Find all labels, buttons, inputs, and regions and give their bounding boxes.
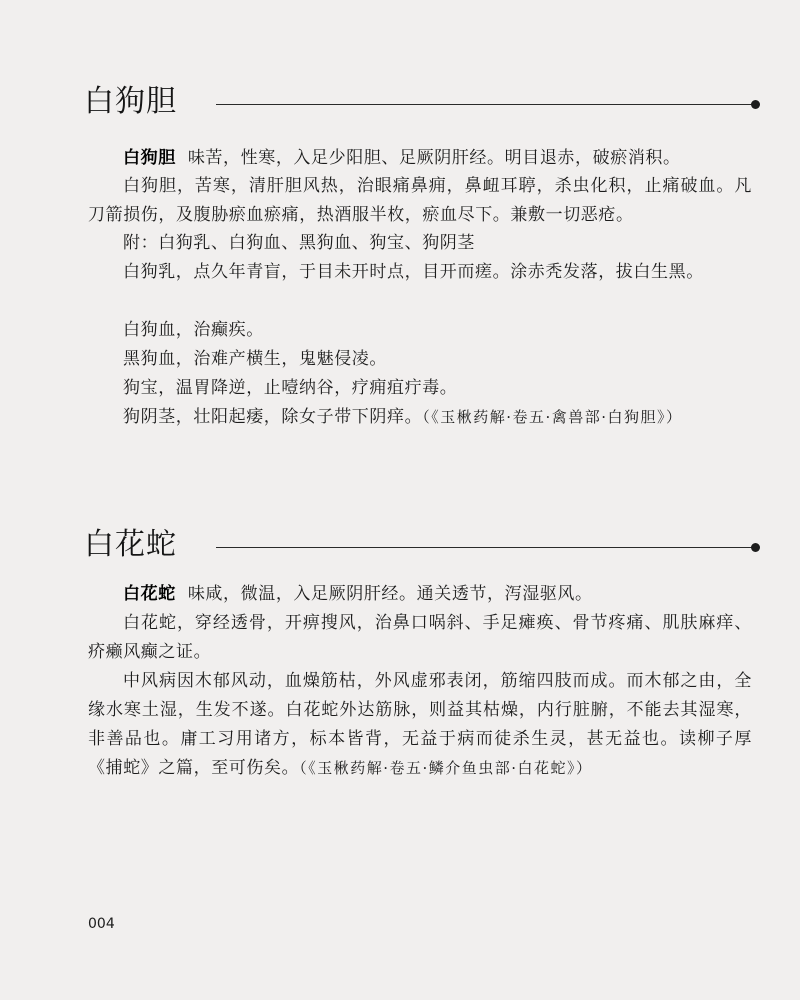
heading-rule: [216, 547, 752, 548]
citation: （《玉楸药解·卷五·鳞介鱼虫部·白花蛇》）: [299, 759, 593, 777]
paragraph-appendix: 附：白狗乳、白狗血、黑狗血、狗宝、狗阴茎: [123, 233, 475, 253]
entry-term: 白狗胆: [123, 148, 176, 168]
section-title: 白花蛇: [84, 527, 177, 562]
heading-dot: [751, 543, 760, 552]
paragraph-text: 狗阴茎，壮阳起痿，除女子带下阴痒。: [123, 407, 423, 427]
paragraph: 白狗胆，苦寒，清肝胆风热，治眼痛鼻痈，鼻衄耳聤，杀虫化积，止痛破血。凡刀箭损伤，及腹胁瘀血瘀痛，热酒服半枚，瘀血尽下。兼敷一切恶疮。: [88, 176, 752, 225]
paragraph: 黑狗血，治难产横生，鬼魅侵凌。: [123, 349, 387, 369]
entry-summary: 味咸，微温，入足厥阴肝经。通关透节，泻湿驱风。: [187, 584, 593, 604]
entry-summary: 味苦，性寒，入足少阳胆、足厥阴肝经。明目退赤，破瘀消积。: [187, 148, 681, 168]
paragraph: 白花蛇，穿经透骨，开痹搜风，治鼻口㖞斜、手足瘫痪、骨节疼痛、肌肤麻痒、疥癞风癫之证。: [88, 613, 752, 662]
entry-term: 白花蛇: [123, 584, 176, 604]
paragraph: 白狗乳，点久年青盲，于目未开时点，目开而瘥。涂赤秃发落，拔白生黑。: [123, 262, 704, 282]
page-number: 004: [88, 916, 115, 932]
paragraph-summary: [88, 580, 752, 609]
heading-dot: [751, 100, 760, 109]
paragraph-summary: [88, 144, 752, 173]
section-title: 白狗胆: [84, 84, 177, 119]
citation: （《玉楸药解·卷五·禽兽部·白狗胆》）: [422, 408, 683, 426]
paragraph-with-citation: [88, 667, 752, 783]
section-heading-bai-gou-dan: [84, 82, 760, 122]
paragraph: 白狗血，治癫疾。: [123, 320, 264, 340]
heading-rule: [216, 104, 752, 105]
paragraph: 狗宝，温胃降逆，止噎纳谷，疗痈疽疔毒。: [123, 378, 458, 398]
paragraph-text: 中风病因木郁风动，血燥筋枯，外风虚邪表闭，筋缩四肢而成。而木郁之由，全缘水寒土湿，生发不遂。白花蛇外达筋脉，则益其枯燥，内行脏腑，不能去其湿寒，非善品也。庸工习用诸方，标本皆背，无益于病而徒杀生灵，甚无益也。读柳子厚《捕蛇》之篇，至可伤矣。: [88, 671, 752, 778]
section-heading-bai-hua-she: [84, 525, 760, 565]
paragraph-with-citation: [88, 403, 752, 432]
